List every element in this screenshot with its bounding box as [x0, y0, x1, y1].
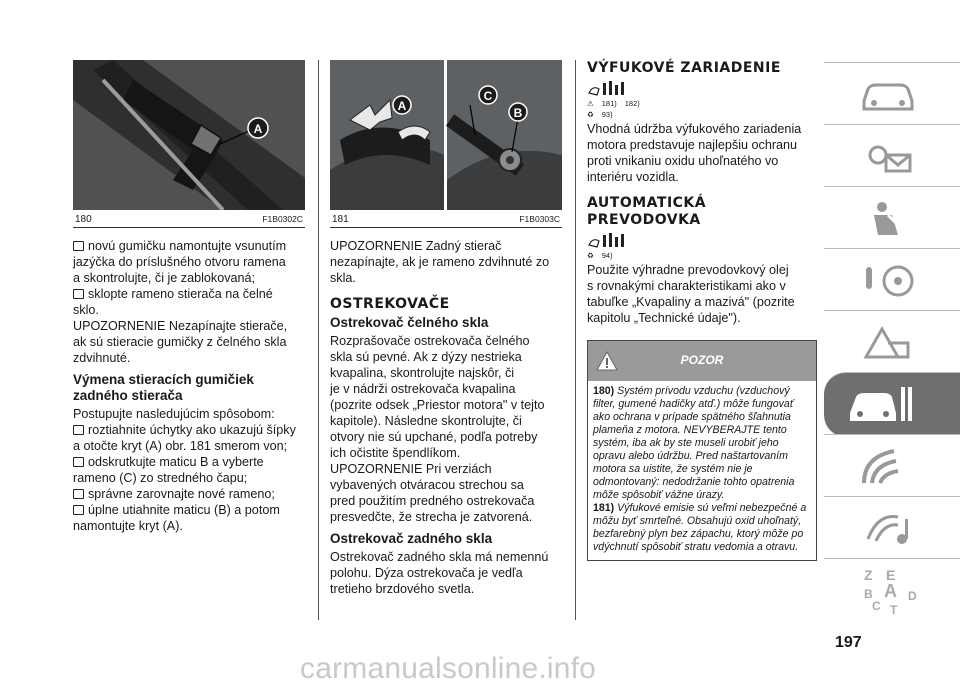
figure-code: F1B0302C	[262, 214, 303, 224]
car-icon	[858, 75, 918, 115]
warning-title: POZOR	[680, 353, 724, 367]
warning-text: Výfukové emisie sú veľmi nebezpečné a môžu byť smrteľné. Obsahujú oxid uhoľnatý, bezfarebný plyn bez zápachu, ktorý môže po vdýchnutí spôsobiť stratu vedomia a otravu.	[593, 502, 807, 553]
text-line: UPOZORNENIE Pri verziách	[330, 462, 492, 476]
index-letter: C	[872, 599, 881, 613]
column-2	[330, 60, 562, 597]
service-icons	[587, 231, 817, 249]
environment-icon: ♻	[587, 110, 594, 119]
warning-box	[587, 340, 817, 561]
text-line: polohu. Dýza ostrekovača je vedľa	[330, 566, 523, 580]
text-line: roztiahnite úchytky ako ukazujú šípky	[73, 422, 305, 438]
figure-180-wiper-blade	[73, 60, 305, 210]
environment-icon: ♻	[587, 251, 594, 260]
index-letter: D	[908, 589, 917, 603]
col2-text	[330, 238, 562, 597]
figure-code: F1B0303C	[519, 214, 560, 224]
subheading-rear-wiper	[73, 372, 305, 404]
reference-notes	[587, 110, 817, 119]
text-line: správne zarovnajte nové rameno;	[73, 486, 305, 502]
tab-warning-lights[interactable]	[824, 124, 960, 189]
text-line: a otočte kryt (A) obr. 181 smerom von;	[73, 439, 288, 453]
column-separator	[318, 60, 319, 620]
text-line: sklopte rameno stierača na čelné	[73, 286, 305, 302]
text-line: vybavených otváracou strechou sa	[330, 478, 524, 492]
text-line: novú gumičku namontujte vsunutím	[73, 238, 305, 254]
column-separator	[575, 60, 576, 620]
reference-notes	[587, 99, 817, 108]
title-line: PREVODOVKA	[587, 212, 701, 228]
warning-paragraph	[593, 385, 811, 502]
text-line: skla sú pevné. Ak z dýzy nestrieka	[330, 350, 522, 364]
text-line: úplne utiahnite maticu (B) a potom	[73, 502, 305, 518]
maintenance-icon	[846, 383, 916, 427]
caution-icon: ⚠	[587, 99, 594, 108]
figure-number: 180	[75, 214, 92, 225]
tab-maintenance[interactable]	[824, 372, 960, 437]
key-steering-icon	[858, 261, 918, 301]
text-line: ich očistite špendlíkom.	[330, 446, 461, 460]
text-line: otvory nie sú upchané, podľa potreby	[330, 430, 538, 444]
text-line: kapitolu „Technické údaje").	[587, 311, 741, 325]
tab-car[interactable]	[824, 62, 960, 127]
warning-header	[588, 341, 816, 381]
text-line: tretieho brzdového svetla.	[330, 582, 475, 596]
text-line: Ostrekovač zadného skla má nemennú	[330, 550, 549, 564]
watermark: carmanualsonline.info	[300, 652, 597, 685]
section-title-exhaust: VÝFUKOVÉ ZARIADENIE	[587, 60, 781, 76]
text-line: sklo.	[73, 303, 99, 317]
warning-text: Systém prívodu vzduchu (vzduchový filter, gumené hadičky atď.) môže fungovať ako ochrana v prípade spätného šľahnutia plameňa z motora. NEVYBERAJTE tento systém, iba ak by ste museli urobiť jeho opravu alebo údržbu. Pred naštartovaním motora sa uistite, že systém nie je odmontovaný: nedodržanie tohto opatrenia môže spôsobiť vážne úrazy.	[593, 385, 795, 501]
service-icons	[587, 79, 817, 97]
text-line: nezapínajte, ak je rameno zdvihnuté zo	[330, 255, 550, 269]
tab-emergency[interactable]	[824, 310, 960, 375]
text-line: motora predstavuje najlepšiu ochranu	[587, 138, 798, 152]
warning-triangle-icon	[858, 323, 918, 363]
text-line: pred použitím predného ostrekovača	[330, 494, 535, 508]
note-ref: 182)	[624, 99, 640, 108]
text-line: proti vnikaniu oxidu uhoľnatého vo	[587, 154, 779, 168]
text-line: skla.	[330, 271, 356, 285]
index-letter: E	[886, 567, 896, 583]
multimedia-icon	[858, 509, 918, 549]
text-line: a skontrolujte, či je zablokovaná;	[73, 271, 256, 285]
tire-wheel-icon	[858, 447, 918, 487]
wiper-blade-illustration	[73, 60, 305, 210]
text-line: namontujte kryt (A).	[73, 519, 183, 533]
index-letter: B	[864, 587, 873, 601]
index-letter: T	[890, 603, 898, 617]
callout-a: A	[253, 122, 263, 136]
text-line: odskrutkujte maticu B a vyberte	[73, 454, 305, 470]
text-line: kapitole). Následne skontrolujte, či	[330, 414, 522, 428]
note-ref: 93)	[601, 110, 613, 119]
section-title-washers: OSTREKOVAČE	[330, 296, 450, 312]
column-3	[587, 60, 817, 561]
text-line: tabuľke „Kvapaliny a mazivá" (pozrite	[587, 295, 795, 309]
text-line: presvedčte, že strecha je zatvorená.	[330, 510, 533, 524]
subheading-rear-washer: Ostrekovač zadného skla	[330, 531, 493, 546]
warning-ref: 181)	[593, 502, 615, 514]
heading-line: Výmena stieracích gumičiek	[73, 372, 254, 387]
column-1	[73, 60, 305, 534]
text-line: interiéru vozidla.	[587, 170, 679, 184]
title-line: AUTOMATICKÁ	[587, 195, 707, 211]
tab-technical-data[interactable]	[824, 434, 960, 499]
figure-caption	[73, 210, 305, 228]
tab-multimedia[interactable]	[824, 496, 960, 561]
note-ref: 94)	[601, 251, 613, 260]
seat-safety-icon	[858, 199, 918, 239]
chapter-sidebar	[824, 62, 960, 622]
text-line: UPOZORNENIE Nezapínajte stierače,	[73, 319, 288, 333]
reference-notes	[587, 251, 817, 260]
tab-index[interactable]	[824, 558, 960, 623]
warning-lights-icon	[858, 137, 918, 177]
text-line: rameno (C) zo stredného čapu;	[73, 471, 248, 485]
index-letter: Z	[864, 567, 873, 583]
workshop-service-icon	[587, 231, 627, 249]
page-number: 197	[835, 634, 862, 651]
warning-body	[588, 381, 816, 560]
figure-caption	[330, 210, 562, 228]
callout-c: C	[483, 89, 493, 103]
workshop-service-icon	[587, 79, 627, 97]
text-line: (pozrite odsek „Priestor motora" v tejto	[330, 398, 545, 412]
text-line: jazýčka do príslušného otvoru ramena	[73, 255, 286, 269]
heading-line: zadného stierača	[73, 388, 183, 403]
text-line: je v nádrži ostrekovača kvapalina	[330, 382, 516, 396]
warning-paragraph	[593, 502, 811, 554]
tab-safety[interactable]	[824, 186, 960, 251]
section-title-transmission	[587, 195, 817, 229]
callout-b: B	[513, 106, 523, 120]
subheading-front-washer: Ostrekovač čelného skla	[330, 315, 489, 330]
text-line: Postupujte nasledujúcim spôsobom:	[73, 407, 275, 421]
text-line: s rovnakými charakteristikami ako v	[587, 279, 786, 293]
tab-starting-driving[interactable]	[824, 248, 960, 313]
figure-181-rear-wiper	[330, 60, 562, 210]
text-line: Použite výhradne prevodovkový olej	[587, 263, 789, 277]
text-line: zdvihnuté.	[73, 351, 131, 365]
figure-number: 181	[332, 214, 349, 225]
index-letters-icon	[864, 567, 934, 617]
text-line: ak sú stieracie gumičky z čelného skla	[73, 335, 287, 349]
text-line: UPOZORNENIE Zadný stierač	[330, 239, 502, 253]
rear-wiper-illustration	[330, 60, 562, 210]
text-line: kvapalina, skontrolujte najskôr, či	[330, 366, 515, 380]
callout-a: A	[397, 99, 407, 113]
index-letter: A	[884, 581, 897, 601]
text-line: Vhodná údržba výfukového zariadenia	[587, 122, 802, 136]
text-line: Rozprašovače ostrekovača čelného	[330, 334, 530, 348]
note-ref: 181)	[601, 99, 617, 108]
warning-ref: 180)	[593, 385, 615, 397]
col1-text	[73, 238, 305, 534]
